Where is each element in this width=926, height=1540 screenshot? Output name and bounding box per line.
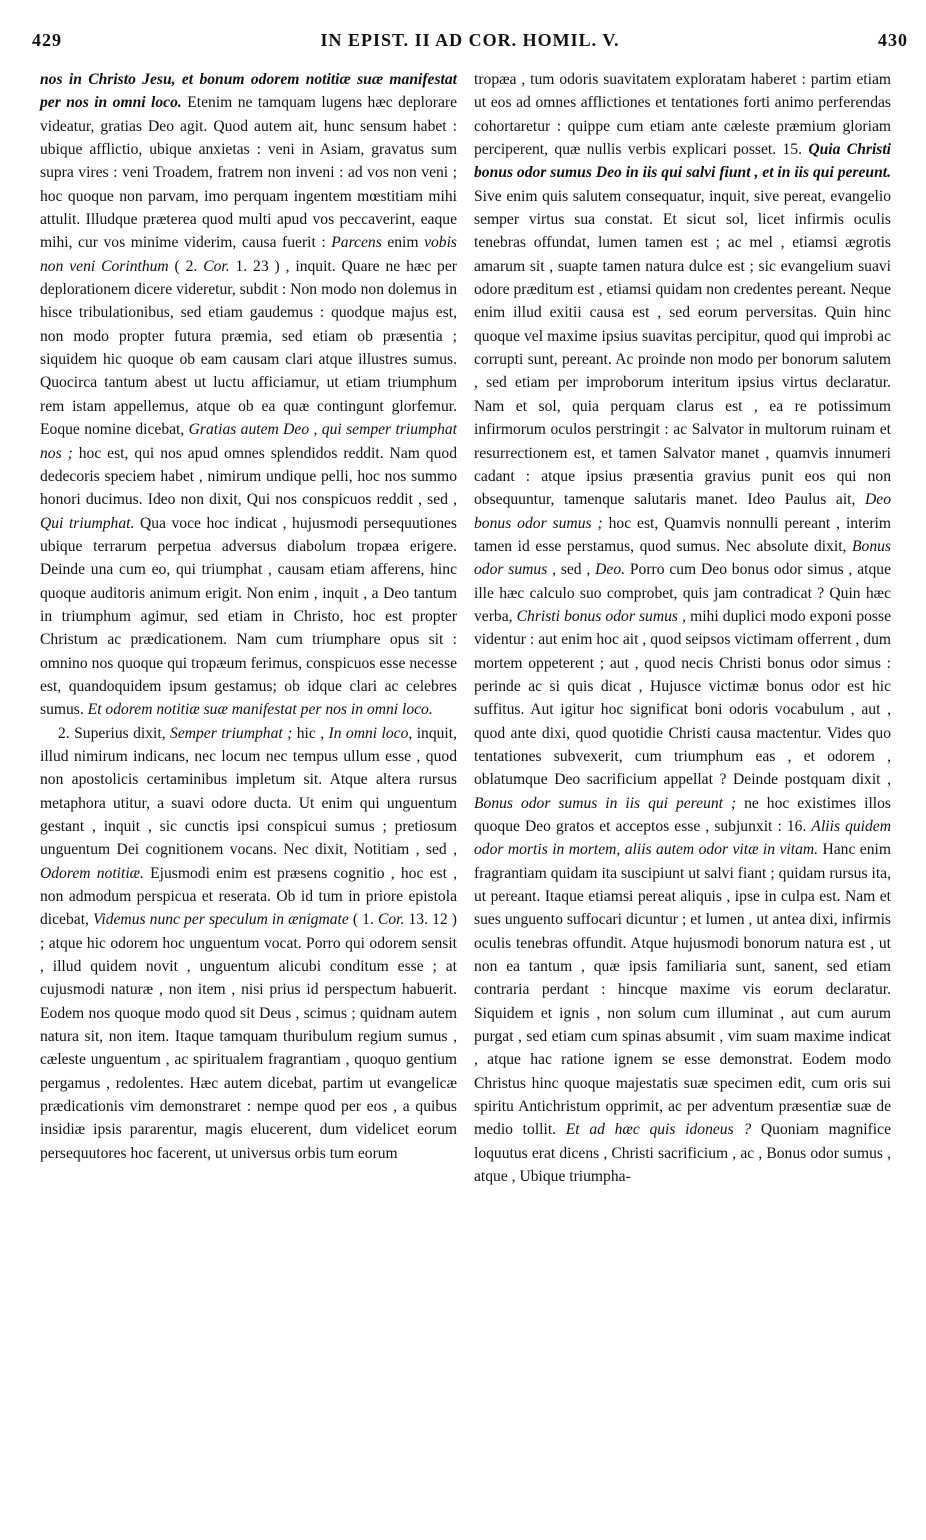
- text-run: Qua voce hoc indicat , hujusmodi persequutiones ubique terrarum perpetua adversus diabolum tropæa erigere. Deinde una cum eo, qui triumphat , causam etiam afferens, hinc quoque auditoris animum erigit. Non enim , inquit , a Deo tantum in triumphum agimur, sed etiam in Christo, hoc est propter Christum ac prædicationem. Nam cum triumphare opus sit : omnino nos quoque qui tropæum ferimus, conspicuos esse necesse est, quandoquidem ipsum gestamus; ob idque clari ac celebres sumus.: [40, 514, 457, 719]
- page-number-right: 430: [878, 30, 908, 50]
- text-run: Et ad hæc quis idoneus ?: [565, 1121, 752, 1139]
- text-run: 2. Superius dixit,: [58, 724, 171, 742]
- running-head: [32, 30, 908, 56]
- text-run: ne hoc existimes illos quoque Deo gratos et acceptos esse , subjunxit : 16.: [474, 794, 891, 835]
- left-paragraph-2: [40, 722, 457, 1166]
- page-number-left: 429: [32, 30, 62, 50]
- text-run: vobis non veni Corinthum: [40, 234, 457, 275]
- running-title: IN EPIST. II AD COR. HOMIL. V.: [320, 30, 620, 50]
- text-run: , mihi duplici modo exponi posse videntur : aut enim hoc ait , quod seipsos victimam offerrent , dum mortem oppeterent ; aut , quod necis Christi bonus odor simus : perinde ac si quis dicat , Hujusce victimæ bonus odor est hic suffitus. Aut igitur hoc significat boni odoris vocabulum , aut , quod ante dixi, quod quotidie Christi causa mactentur. Vides quo tentationes subvexerit, cum triumphum eas , et odorem , oblatumque Deo sacrificium appellat ? Deinde postquam dixit ,: [474, 607, 891, 789]
- text-run: enim: [381, 234, 425, 252]
- text-run: 1. 23 ) , inquit. Quare ne hæc per deplorationem dicere videretur, subdit : Non modo non dolemus in hisce tribulationibus, sed etiam gaudemus : quodque majus est, non modo propter futura præmia, sed etiam ob præsentia ; siquidem hic quoque ob eam causam clari atque illustres sumus. Quocirca tantum abest ut luctu afficiamur, ut etiam triumphum rem istam appellemus, atque ob ea quæ contingunt glorfemur. Eoque nomine dicebat,: [40, 257, 457, 439]
- text-run: hoc est, Quamvis nonnulli pereant , interim tamen id esse perstamus, quod sumus. Nec absolute dixit,: [474, 514, 891, 555]
- text-run: Et odorem notitiæ suæ manifestat per nos in omni loco.: [87, 701, 433, 719]
- text-run: Deo.: [595, 561, 626, 579]
- text-run: Deo bonus odor sumus ;: [474, 491, 891, 532]
- text-run: Odorem notitiæ.: [40, 864, 144, 882]
- text-run: Porro cum Deo bonus odor simus , atque ille hæc calculo suo comprobet, quis jam contradicat ? Quin hæc verba,: [474, 561, 891, 625]
- text-run: In omni loco,: [328, 724, 413, 742]
- right-column: [474, 68, 891, 1189]
- text-run: Videmus nunc per speculum in ænigmate: [93, 911, 349, 929]
- text-run: Christi bonus odor sumus: [516, 607, 678, 625]
- text-run: Bonus odor sumus: [474, 537, 891, 579]
- text-run: Cor.: [203, 257, 230, 275]
- left-paragraph-1: [40, 68, 457, 722]
- text-run: Semper triumphat ;: [170, 724, 293, 742]
- text-run: 13. 12 ) ; atque hic odorem hoc unguentum vocat. Porro qui odorem sensit , illud quidem novit , unguentum alicubi conditum esse ; at cujusmodi naturæ , non item , nisi prius id perspectum habuerit. Eodem nos quoque modo quod sit Deus , scimus ; quidnam autem natura sit, non item. Itaque tamquam thuribulum regium sumus , cæleste unguentum , ac spiritualem fragrantiam , quoquo gentium pergamus , redolentes. Hæc autem dicebat, partim ut evangelicæ prædicationis vim demonstraret : nempe quod per eos , a quibus insidiæ ipsis pararentur, magis elucerent, dum videlicet eorum persequutores hoc facerent, ut universus orbis tum eorum: [40, 911, 457, 1162]
- text-run: ( 2.: [168, 257, 204, 275]
- text-run: Parcens: [331, 234, 382, 252]
- right-paragraph-1: [474, 68, 891, 1189]
- text-run: nos in Christo Jesu, et bonum odorem notitiæ suæ manifestat per nos in omni loco.: [40, 71, 457, 112]
- text-run: Quoniam magnifice loquutus erat dicens , Christi sacrificium , ac , Bonus odor sumus , atque , Ubique triumpha-: [474, 1121, 891, 1186]
- text-run: Etenim ne tamquam lugens hæc deplorare videatur, gratias Deo agit. Quod autem ait, hunc sensum habet : ubique afflictio, ubique anxietas : veni in Asiam, gravatus sum supra vires : veni Troadem, fratrem non inveni : ad vos non veni ; hoc quoque non parvam, imo perquam ingentem mœstitiam mihi attulit. Illudque præterea quod multi apud vos peccaverint, eaque mihi, cur vos minime viderim, causa fuerit :: [40, 94, 457, 252]
- text-run: Quia Christi bonus odor sumus Deo in iis qui salvi fiunt , et in iis qui pereunt.: [474, 141, 892, 182]
- text-run: Gratias autem Deo , qui semper triumphat nos ;: [40, 421, 458, 462]
- text-run: Hanc enim fragrantiam quidam ita suscipiunt ut salvi fiant ; quidam rursus ita, ut pereant. Itaque etiamsi pereat aliquis , ipse in culpa est. Nam et sues unguento suffocari dicuntur ; et lumen , ut antea dixi, infirmis oculis tenebras offundit. Atque hujusmodi bonorum natura est , ut non ea tantum , quæ ipsis familiaria sunt, sanent, sed etiam contraria perdant : hincque maxime vis eorum declaratur. Siquidem et ignis , non solum cum illuminat , aut cum aurum purgat , sed etiam cum spinas absumit , vim suam maxime indicat , atque hac ratione ignem se esse demonstrat. Eodem modo Christus hinc quoque majestatis suæ specimen edit, cum oris sui spiritu Antichristum opprimit, ac per adventum præsentiæ suæ de medio tollit.: [474, 841, 891, 1139]
- text-run: Cor.: [377, 911, 405, 929]
- left-column: [40, 68, 457, 1165]
- text-run: hic ,: [292, 724, 329, 742]
- text-run: , sed ,: [547, 561, 596, 579]
- text-run: hoc est, qui nos apud omnes splendidos reddit. Nam quod dedecoris speciem habet , nimirum undique pelli, hoc nos summo honori ducimus. Ideo non dixit, Qui nos conspicuos reddit , sed ,: [40, 444, 457, 509]
- text-run: Qui triumphat.: [40, 514, 135, 532]
- text-run: tropæa , tum odoris suavitatem exploratam haberet : partim etiam ut eos ad omnes afflictiones et tentationes forti animo perferendas cohortaretur : quippe cum etiam ante cæleste præmium gloriam perciperent, quæ nullis verbis explicari posset. 15.: [474, 71, 891, 159]
- text-run: Bonus odor sumus in iis qui pereunt ;: [474, 794, 737, 812]
- text-run: Aliis quidem odor mortis in mortem, aliis autem odor vitæ in vitam.: [474, 818, 891, 859]
- text-run: Ejusmodi enim est præsens cognitio , hoc est , non admodum perspicua et reserata. Ob id tum in priore epistola dicebat,: [40, 864, 457, 929]
- text-run: Sive enim quis salutem consequatur, inquit, sive pereat, evangelio semper virtus sua constat. Et sicut sol, licet infirmis oculis tenebras offundat, lumen tamen est ; ac mel , etiamsi ægrotis amarum sit , suapte tamen natura dulce est ; sic evangelium suavi odore præditum est , etiamsi quidam non credentes pereant. Neque enim illud exitii causa est , sed eorum perversitas. Quin hinc quoque vel maxime ipsius suavitas percipitur, quod qui improbi ac corrupti sunt, pereant. Ac proinde non modo per bonorum salutem , sed etiam per improborum interitum ipsius virtus declaratur. Nam et sol, quia perquam clarus est , ea re potissimum infirmorum oculos perstringit : ac Salvator in multorum ruinam et resurrectionem est, et tamen Salvator manet , quamvis innumeri cadant : atque ipsius præsentia gravius punit eos qui non obsequuntur, tamenque salutaris manet. Ideo Paulus ait,: [474, 187, 891, 509]
- text-run: inquit, illud nimirum indicans, nec locum nec tempus ullum esse , quod non apostolicis certaminibus impletum sit. Atque altera rursus metaphora utitur, a suavi odore ducta. Ut enim qui unguentum gestant , inquit , sic cunctis ipsi conspicui sumus ; pretiosum unguentum Dei cognitionem vocans. Nec dixit, Notitiam , sed ,: [40, 724, 457, 859]
- text-run: ( 1.: [348, 911, 378, 929]
